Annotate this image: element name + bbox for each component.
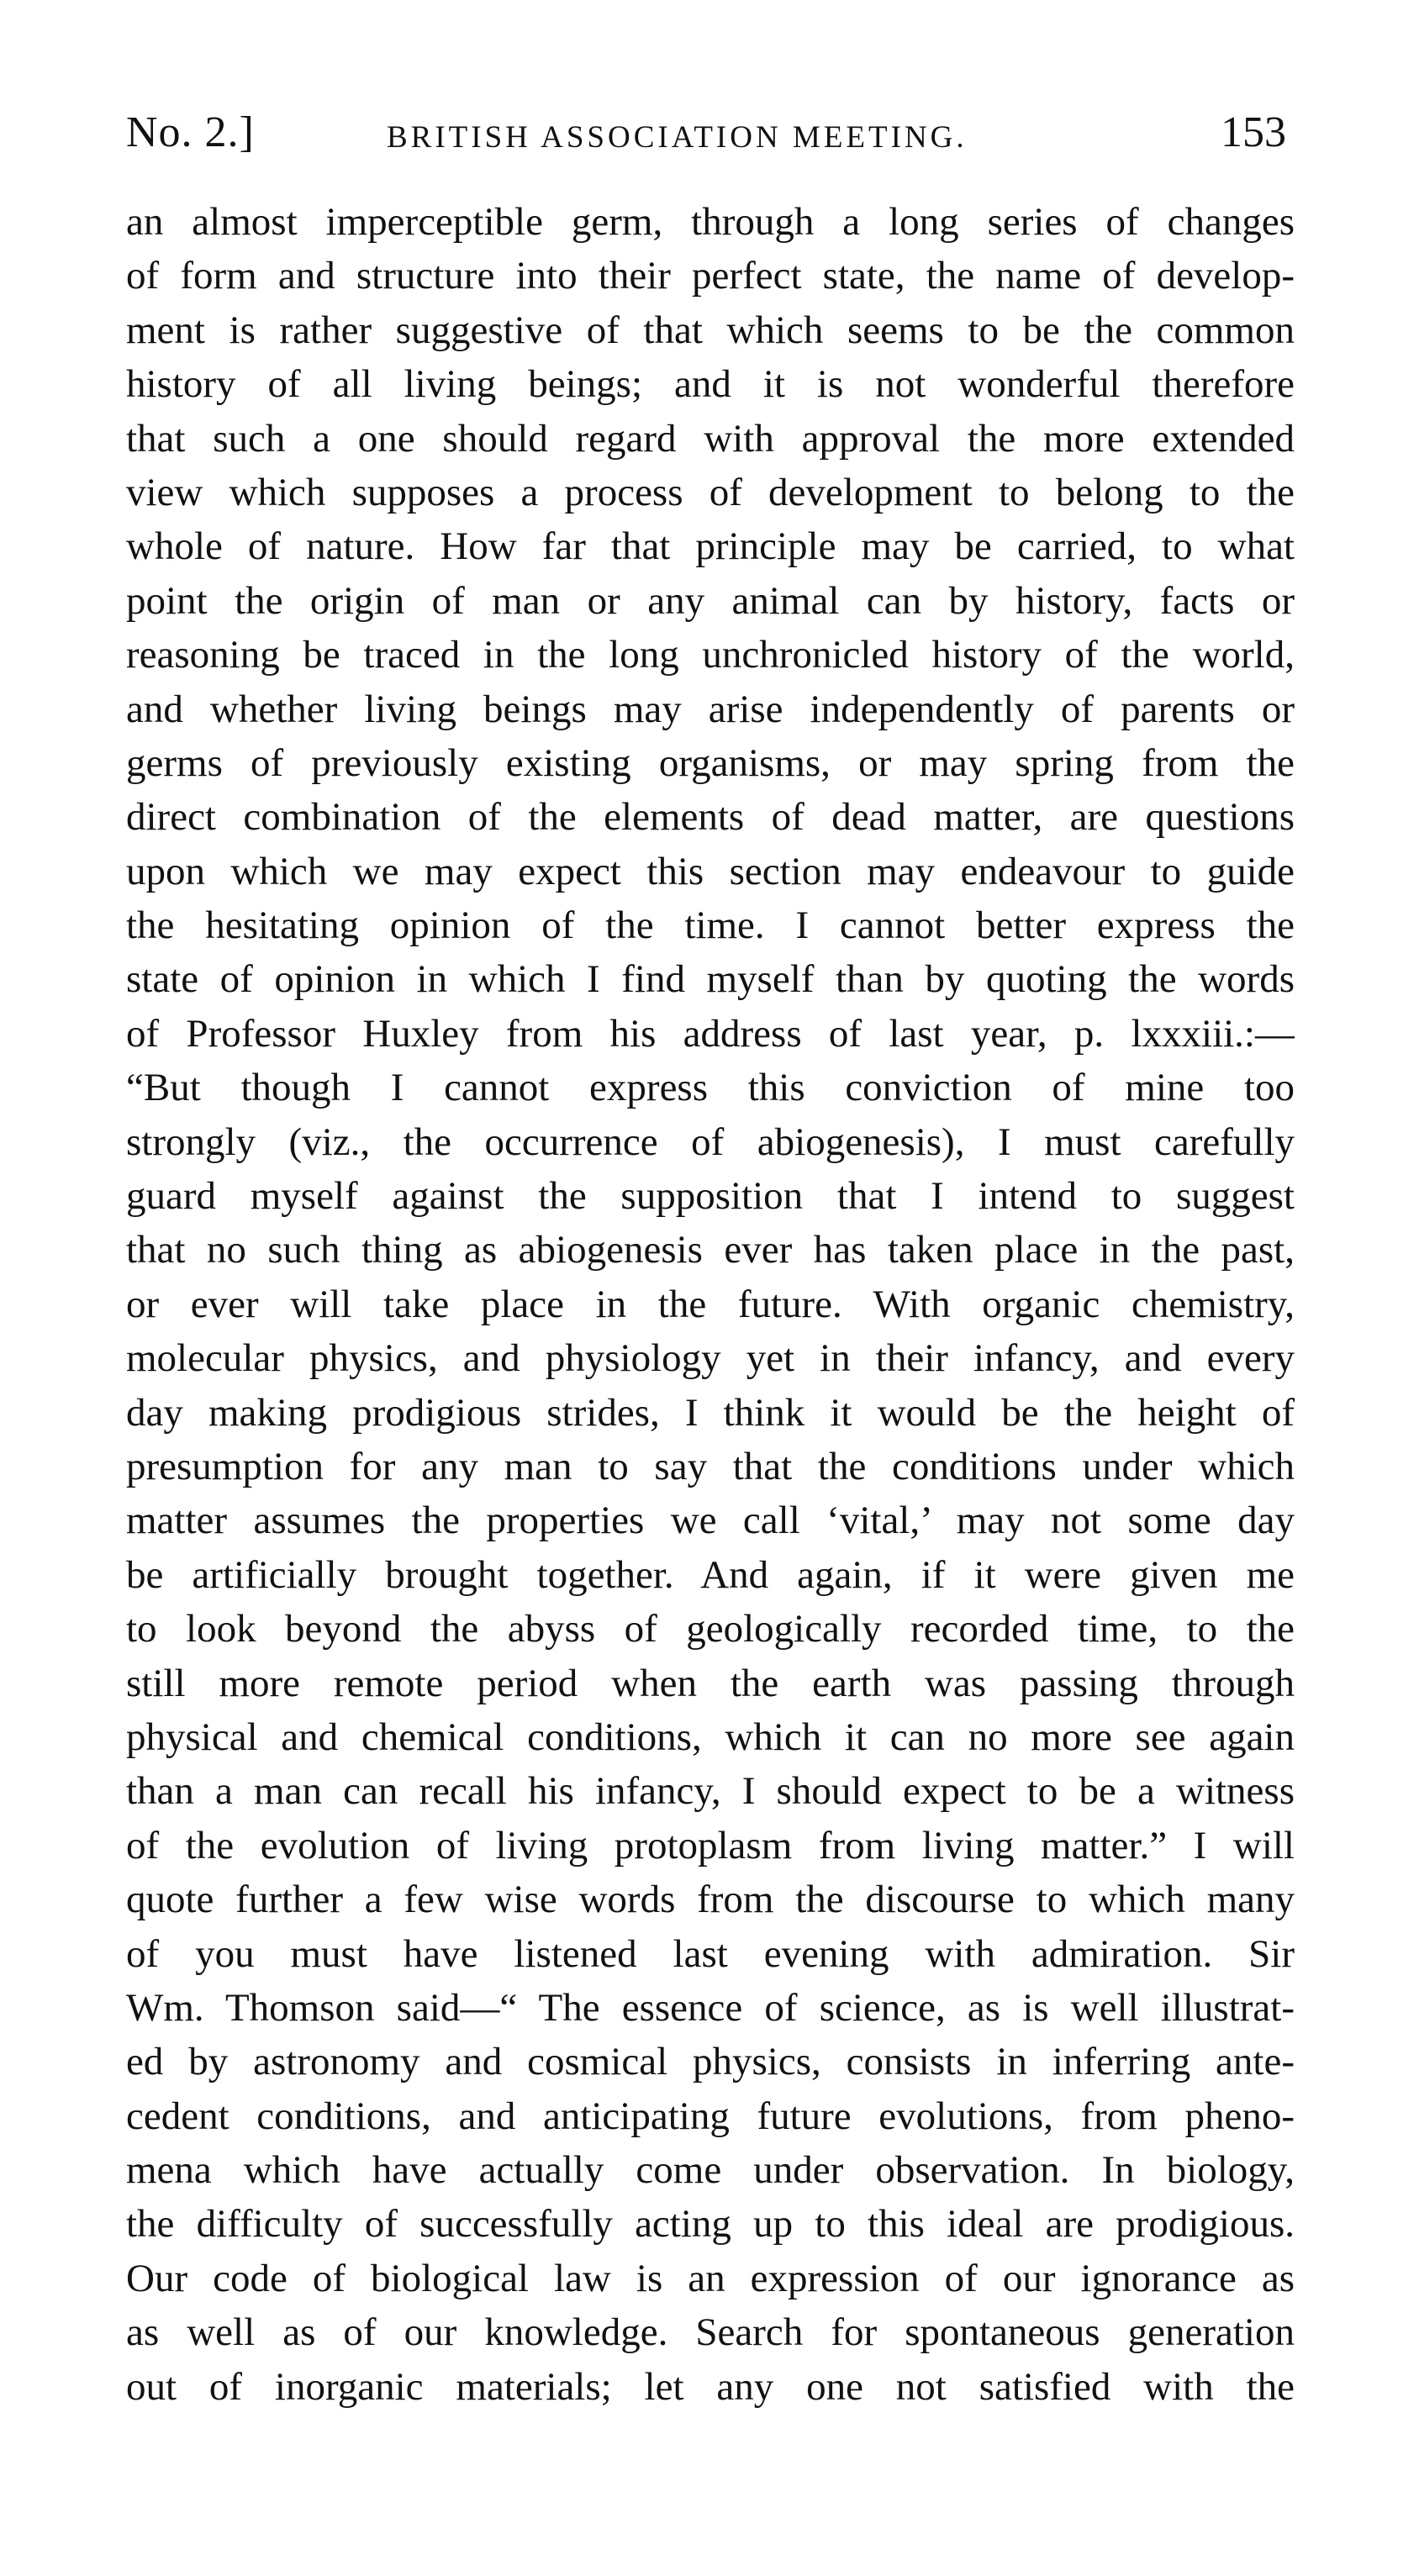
text-line: the difficulty of successfully acting up to this ideal are prodigious.	[126, 2202, 1295, 2247]
text-line: matter assumes the properties we call ‘vital,’ may not some day	[126, 1499, 1295, 1543]
text-line: Wm. Thomson said—“ The essence of science, as is well illustrat-	[126, 1985, 1295, 2030]
text-line: of you must have listened last evening with admiration. Sir	[126, 1931, 1295, 1976]
text-line: presumption for any man to say that the conditions under which	[126, 1444, 1295, 1488]
text-line: that no such thing as abiogenesis ever has taken place in the past,	[126, 1228, 1295, 1272]
text-line: whole of nature. How far that principle may be carried, to what	[126, 524, 1295, 569]
text-line: physical and chemical conditions, which it can no more see again	[126, 1715, 1295, 1759]
text-line: still more remote period when the earth was passing through	[126, 1661, 1295, 1705]
issue-number: No. 2.]	[126, 108, 255, 156]
text-line: and whether living beings may arise independently of parents or	[126, 687, 1295, 731]
text-line: view which supposes a process of development to belong to the	[126, 470, 1295, 514]
text-line: to look beyond the abyss of geologically recorded time, to the	[126, 1607, 1295, 1651]
text-line: of the evolution of living protoplasm from living matter.” I will	[126, 1823, 1295, 1867]
text-line: be artificially brought together. And again, if it were given me	[126, 1552, 1295, 1597]
text-line: out of inorganic materials; let any one not satisfied with the	[126, 2364, 1295, 2409]
text-line: “But though I cannot express this conviction of mine too	[126, 1066, 1295, 1110]
text-line: the hesitating opinion of the time. I cannot better express the	[126, 903, 1295, 948]
text-line: quote further a few wise words from the discourse to which many	[126, 1878, 1295, 1922]
text-line: ment is rather suggestive of that which seems to be the common	[126, 308, 1295, 352]
body-paragraph	[126, 195, 1295, 2414]
text-line: ed by astronomy and cosmical physics, consists in inferring ante-	[126, 2040, 1295, 2084]
text-line: reasoning be traced in the long unchronicled history of the world,	[126, 633, 1295, 677]
text-line: that such a one should regard with approval the more extended	[126, 416, 1295, 461]
text-line: mena which have actually come under observation. In biology,	[126, 2148, 1295, 2193]
text-line: of form and structure into their perfect state, the name of develop-	[126, 254, 1295, 298]
text-line: than a man can recall his infancy, I should expect to be a witness	[126, 1769, 1295, 1814]
text-line: guard myself against the supposition that I intend to suggest	[126, 1174, 1295, 1219]
text-line: germs of previously existing organisms, or may spring from the	[126, 740, 1295, 785]
text-line: as well as of our knowledge. Search for spontaneous generation	[126, 2310, 1295, 2355]
text-line: molecular physics, and physiology yet in their infancy, and every	[126, 1336, 1295, 1381]
text-line: an almost imperceptible germ, through a long series of changes	[126, 200, 1295, 244]
page-number: 153	[1221, 108, 1286, 156]
text-line: history of all living beings; and it is not wonderful therefore	[126, 362, 1295, 407]
text-line: direct combination of the elements of dead matter, are questions	[126, 795, 1295, 840]
text-line: of Professor Huxley from his address of last year, p. lxxxiii.:—	[126, 1011, 1295, 1056]
text-line: day making prodigious strides, I think it would be the height of	[126, 1390, 1295, 1435]
text-line: strongly (viz., the occurrence of abiogenesis), I must carefully	[126, 1119, 1295, 1164]
text-line: state of opinion in which I find myself than by quoting the words	[126, 957, 1295, 1002]
running-head	[126, 99, 1286, 166]
text-line: cedent conditions, and anticipating future evolutions, from pheno-	[126, 2094, 1295, 2138]
text-line: point the origin of man or any animal can by history, facts or	[126, 578, 1295, 623]
text-line: Our code of biological law is an expression of our ignorance as	[126, 2256, 1295, 2300]
text-line: or ever will take place in the future. With organic chemistry,	[126, 1282, 1295, 1326]
text-line: upon which we may expect this section may endeavour to guide	[126, 849, 1295, 893]
running-title: BRITISH ASSOCIATION MEETING.	[387, 120, 968, 155]
